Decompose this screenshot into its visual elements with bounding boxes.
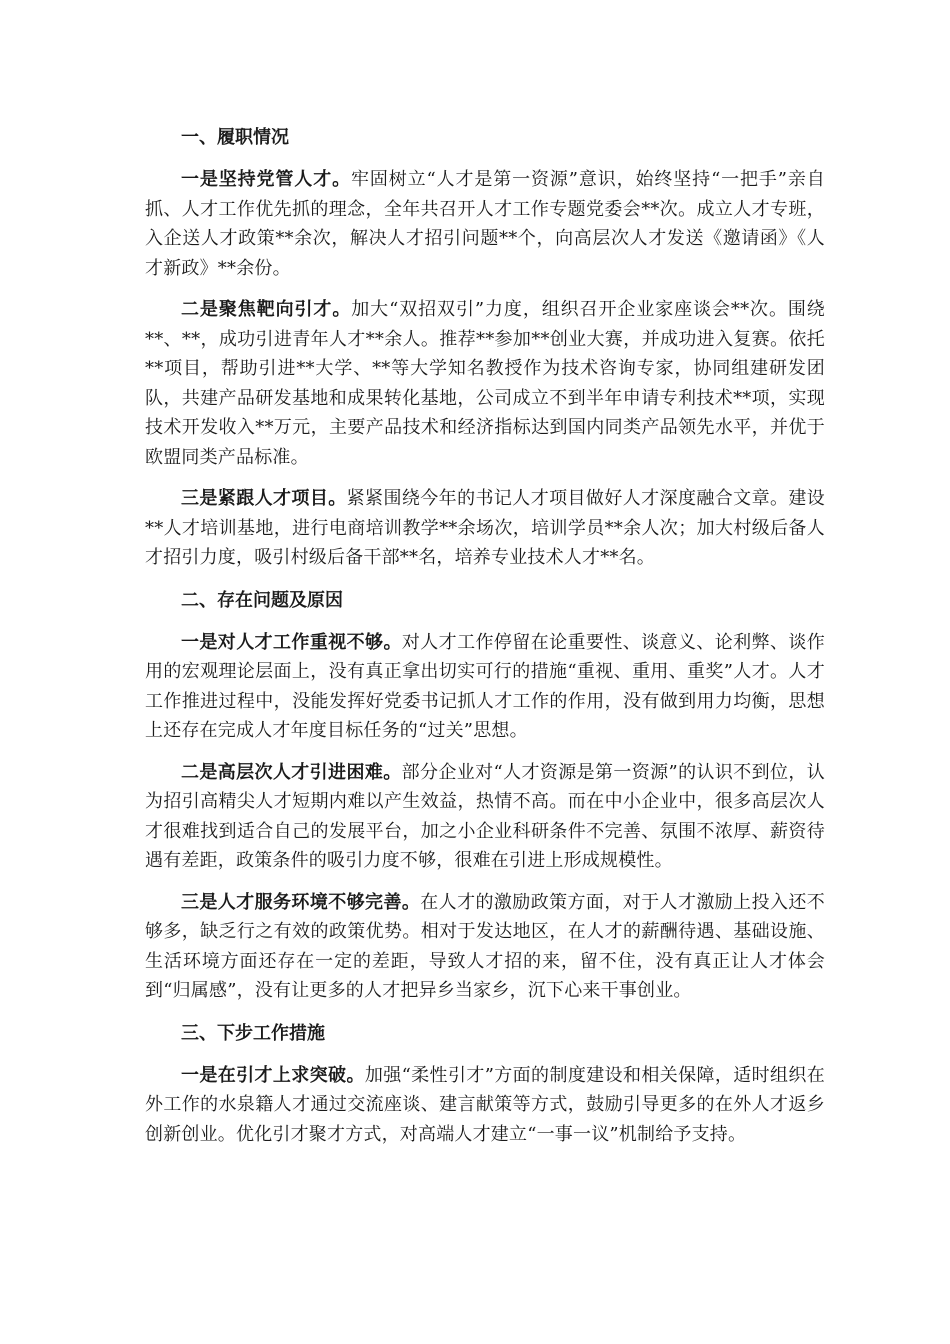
paragraph-text: 在人才的激励政策方面，对于人才激励上投入还不够多，缺乏行之有效的政策优势。相对于发达地区，在人才的薪酬待遇、基础设施、生活环境方面还存在一定的差距，导致人才招的来，留不住，没有真正让人才体会到“归属感”，没有让更多的人才把异乡当家乡，沉下心来干事创业。 bbox=[145, 891, 825, 1001]
paragraph-lead: 三是紧跟人才项目。 bbox=[181, 488, 347, 509]
paragraph-lead: 三是人才服务环境不够完善。 bbox=[181, 891, 421, 913]
paragraph-1-2 bbox=[145, 295, 825, 472]
paragraph-text: 紧紧围绕今年的书记人才项目做好人才深度融合文章。建设**人才培训基地，进行电商培训教学**余场次，培训学员**余人次；加大村级后备人才招引力度，吸引村级后备干部**名，培养专业技术人才**名。 bbox=[145, 488, 825, 568]
paragraph-2-2 bbox=[145, 758, 825, 876]
paragraph-lead: 一是对人才工作重视不够。 bbox=[181, 631, 402, 653]
paragraph-text: 加大“双招双引”力度，组织召开企业家座谈会**次。围绕**、**，成功引进青年人才**余人。推荐**参加**创业大赛，并成功进入复赛。依托**项目，帮助引进**大学、**等大学知名教授作为技术咨询专家，协同组建研发团队，共建产品研发基地和成果转化基地，公司成立不到半年申请专利技术**项，实现技术开发收入**万元，主要产品技术和经济指标达到国内同类产品领先水平，并优于欧盟同类产品标准。 bbox=[145, 299, 825, 468]
paragraph-lead: 二是聚焦靶向引才。 bbox=[181, 299, 352, 320]
paragraph-text: 牢固树立“人才是第一资源”意识，始终坚持“一把手”亲自抓、人才工作优先抓的理念，全年共召开人才工作专题党委会**次。成立人才专班，入企送人才政策**余次，解决人才招引问题**个，向高层次人才发送《邀请函》《人才新政》**余份。 bbox=[145, 169, 825, 279]
section-heading-3: 三、下步工作措施 bbox=[181, 1022, 325, 1044]
section-heading-1: 一、履职情况 bbox=[181, 127, 289, 148]
paragraph-text: 加强“柔性引才”方面的制度建设和相关保障，适时组织在外工作的水泉籍人才通过交流座谈、建言献策等方式，鼓励引导更多的在外人才返乡创新创业。优化引才聚才方式，对高端人才建立“一事一议”机制给予支持。 bbox=[145, 1064, 825, 1145]
paragraph-lead: 一是坚持党管人才。 bbox=[181, 169, 351, 190]
paragraph-text: 对人才工作停留在论重要性、谈意义、论利弊、谈作用的宏观理论层面上，没有真正拿出切实可行的措施“重视、重用、重奖”人才。人才工作推进过程中，没能发挥好党委书记抓人才工作的作用，没有做到用力均衡，思想上还存在完成人才年度目标任务的“过关”思想。 bbox=[145, 631, 825, 741]
document-page bbox=[145, 122, 825, 1161]
paragraph-lead: 二是高层次人才引进困难。 bbox=[181, 761, 402, 783]
paragraph-3-1 bbox=[145, 1061, 825, 1150]
paragraph-1-3 bbox=[145, 484, 825, 573]
paragraph-2-1 bbox=[145, 628, 825, 746]
paragraph-2-3 bbox=[145, 888, 825, 1006]
paragraph-lead: 一是在引才上求突破。 bbox=[181, 1064, 365, 1086]
paragraph-text: 部分企业对“人才资源是第一资源”的认识不到位，认为招引高精尖人才短期内难以产生效益，热情不高。而在中小企业中，很多高层次人才很难找到适合自己的发展平台，加之小企业科研条件不完善、氛围不浓厚、薪资待遇有差距，政策条件的吸引力度不够，很难在引进上形成规模性。 bbox=[145, 761, 825, 871]
paragraph-1-1 bbox=[145, 165, 825, 283]
section-heading-2: 二、存在问题及原因 bbox=[181, 589, 343, 611]
